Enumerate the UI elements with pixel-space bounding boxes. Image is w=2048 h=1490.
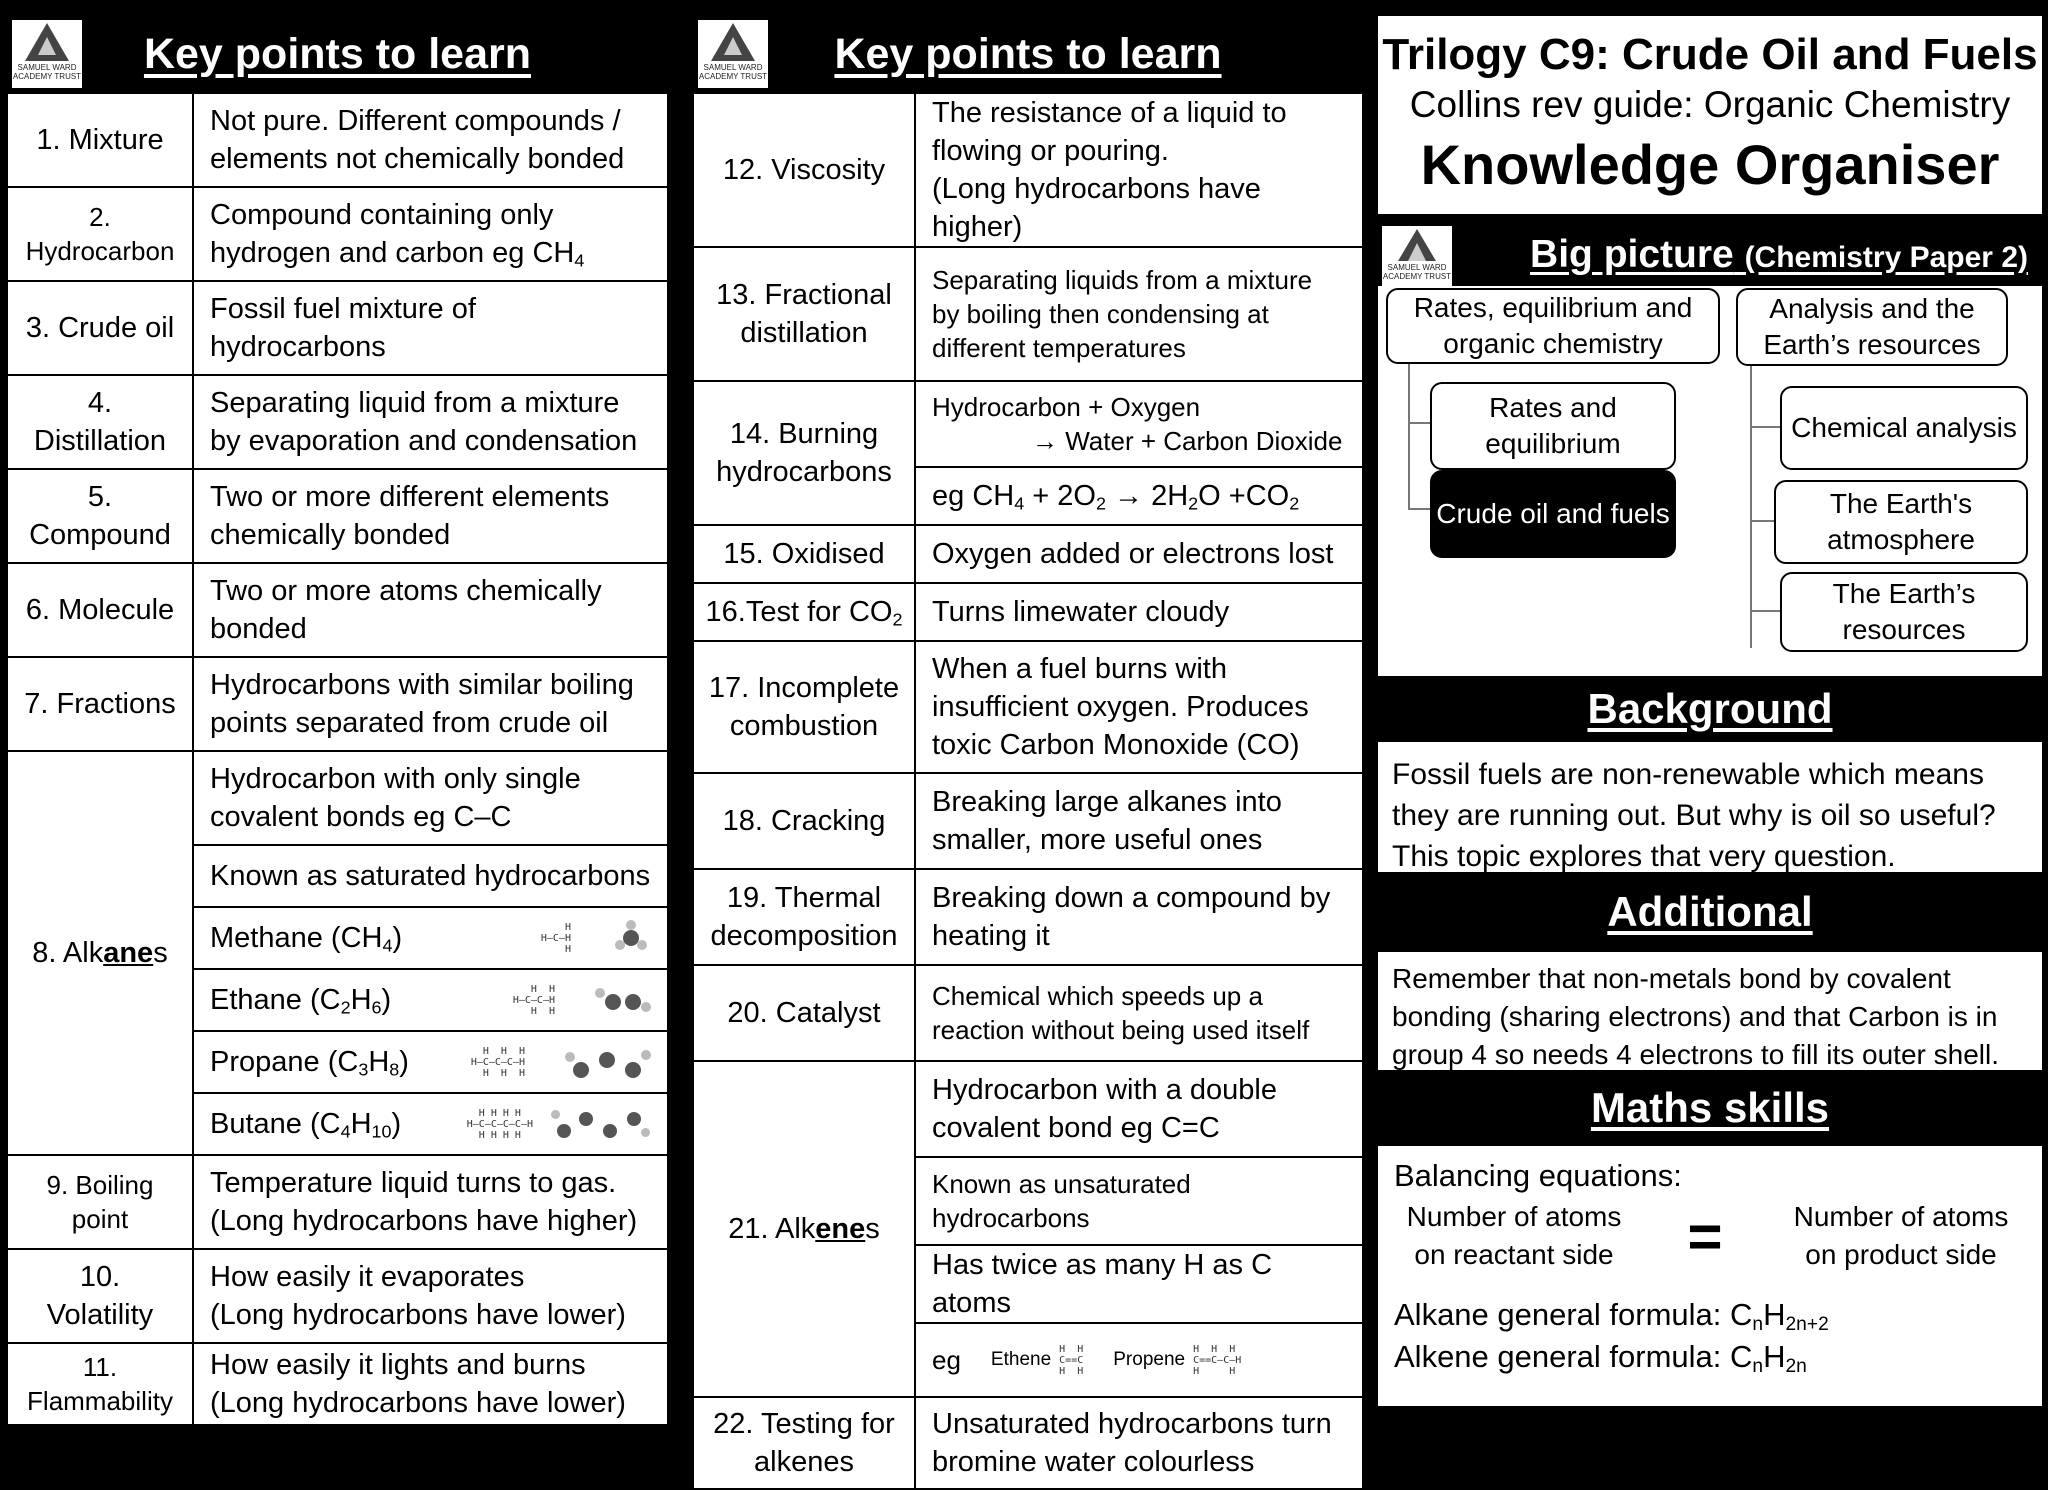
table-row: 19. Thermal decomposition Breaking down a compound by heating it [693,869,1363,965]
table-row: Known as saturated hydrocarbons [7,845,668,907]
alkanes-term: 8. Alkanes [7,751,193,1155]
table-row: 13. Fractional distillation Separating liquids from a mixture by boiling then condensing at different temperatures [693,247,1363,381]
propane-structure-icon: H H H H—C—C—C—H H H H [470,1045,525,1079]
tree-node-crude-oil-fuels: Crude oil and fuels [1430,470,1676,558]
page-subtitle: Collins rev guide: Organic Chemistry [1409,84,2011,125]
key-points-header-2 [692,16,1364,92]
tree-node-chemical-analysis: Chemical analysis [1780,386,2028,470]
table-row: Ethane $(C_2H_6)$ H H H—C—C—H H H [7,969,668,1031]
table-row: 11. Flammability How easily it lights and burns (Long hydrocarbons have lower) [7,1343,668,1425]
academy-logo: SAMUEL WARD ACADEMY TRUST [698,20,768,88]
tree-node-rates-equilibrium-organic: Rates, equilibrium and organic chemistry [1386,288,1720,364]
tree-node-analysis-earth-resources: Analysis and the Earth’s resources [1736,288,2008,366]
page-title: Trilogy C9: Crude Oil and Fuels [1382,30,2038,79]
title-block [1378,16,2042,214]
table-row: 17. Incomplete combustion When a fuel burns with insufficient oxygen. Produces toxic Carbon Monoxide (CO) [693,641,1363,773]
table-row: 4. Distillation Separating liquid from a mixture by evaporation and condensation [7,375,668,469]
table-row: 5. Compound Two or more different elements chemically bonded [7,469,668,563]
table-row: 7. Fractions Hydrocarbons with similar boiling points separated from crude oil [7,657,668,751]
table-row: 18. Cracking Breaking large alkanes into smaller, more useful ones [693,773,1363,869]
table-row: 1. Mixture Not pure. Different compounds / elements not chemically bonded [7,93,668,187]
table-row: 9. Boiling point Temperature liquid turns to gas. (Long hydrocarbons have higher) [7,1155,668,1249]
maths-skills-section: Balancing equations: Number of atoms on reactant side = Number of atoms on product side Alkane general formula: $C_nH_{2n+2}$ Alkene general formula: $C_nH_{2n}$ [1378,1146,2042,1406]
alkane-formula: Alkane general formula: $C_nH_{2n+2}$ [1394,1297,1829,1335]
table-row: 20. Catalyst Chemical which speeds up a reaction without being used itself [693,965,1363,1061]
ethane-model-icon [595,982,651,1018]
column-left [6,16,669,1432]
propane-model-icon [565,1042,651,1082]
key-points-title: Key points to learn [834,29,1222,78]
maths-skills-header: Maths skills [1590,1084,1830,1131]
additional-header: Additional [1607,888,1813,935]
key-points-table-1 [6,92,669,1426]
additional-text: Remember that non-metals bond by covalent bonding (sharing electrons) and that Carbon is in group 4 so needs 4 electrons to fill its outer shell. [1378,952,2042,1070]
methane-model-icon [611,918,651,958]
background-text: Fossil fuels are non-renewable which means they are running out. But why is oil so useful? This topic explores that very question. [1378,742,2042,872]
big-picture-tree [1378,286,2042,676]
propene-structure-icon: H H H C==C—C—H H H [1193,1343,1242,1377]
table-row: eg Ethene H H C==C H H Propene H H H C==C—C—H H H [693,1323,1363,1397]
key-points-title: Key points to learn [143,29,532,78]
table-row: Butane $(C_4H_{10})$ H H H H H—C—C—C—C—H H H H H [7,1093,668,1155]
table-row: 14. Burning hydrocarbons Hydrocarbon + Oxygen → Water + Carbon Dioxide [693,381,1363,467]
table-row: Propane $(C_3H_8)$ H H H H—C—C—C—H H H H [7,1031,668,1093]
alkene-formula: Alkene general formula: $C_nH_{2n}$ [1394,1339,1807,1377]
table-row: 3. Crude oil Fossil fuel mixture of hydrocarbons [7,281,668,375]
table-row: 8. Alkanes Hydrocarbon with only single covalent bonds eg C–C [7,751,668,845]
background-header: Background [1587,685,1833,732]
table-row: Methane $(CH_4)$ H H—C—H H [7,907,668,969]
key-points-table-2 [692,92,1364,1490]
column-right [1378,16,2042,1432]
table-row: Has twice as many H as C atoms [693,1245,1363,1323]
knowledge-organiser-title: Knowledge Organiser [1420,133,2000,196]
academy-logo: SAMUEL WARD ACADEMY TRUST [1382,226,1452,288]
table-row: 16.Test for $CO_2$ Turns limewater cloudy [693,583,1363,641]
big-picture-title: Big picture (Chemistry Paper 2) [1530,233,2028,276]
column-middle [692,16,1364,1478]
alkenes-term: 21. Alkenes [693,1061,915,1397]
tree-node-earth-atmosphere: The Earth's atmosphere [1774,480,2028,564]
methane-structure-icon: H H—C—H H [540,921,571,955]
key-points-header [6,16,669,92]
table-row: 10. Volatility How easily it evaporates (Long hydrocarbons have lower) [7,1249,668,1343]
table-row: Known as unsaturated hydrocarbons [693,1157,1363,1245]
academy-logo: SAMUEL WARD ACADEMY TRUST [12,20,82,88]
combustion-equation: eg $CH_4 + 2O_2 \to 2H_2O +CO_2$ [915,467,1363,525]
ethene-structure-icon: H H C==C H H [1059,1343,1084,1377]
table-row: 15. Oxidised Oxygen added or electrons lost [693,525,1363,583]
equals-sign: = [1687,1202,1723,1270]
table-row: 12. Viscosity The resistance of a liquid to flowing or pouring. (Long hydrocarbons have higher) [693,93,1363,247]
butane-model-icon [551,1104,651,1144]
table-row: 21. Alkenes Hydrocarbon with a double covalent bond eg C=C [693,1061,1363,1157]
tree-node-earth-resources: The Earth’s resources [1780,572,2028,652]
butane-structure-icon: H H H H H—C—C—C—C—H H H H H [466,1107,533,1141]
table-row: 22. Testing for alkenes Unsaturated hydrocarbons turn bromine water colourless [693,1397,1363,1489]
table-row: 6. Molecule Two or more atoms chemically bonded [7,563,668,657]
table-row: 2. Hydrocarbon Compound containing only hydrogen and carbon eg $CH_4$ [7,187,668,281]
ethane-structure-icon: H H H—C—C—H H H [512,983,555,1017]
tree-node-rates-equilibrium: Rates and equilibrium [1430,382,1676,470]
